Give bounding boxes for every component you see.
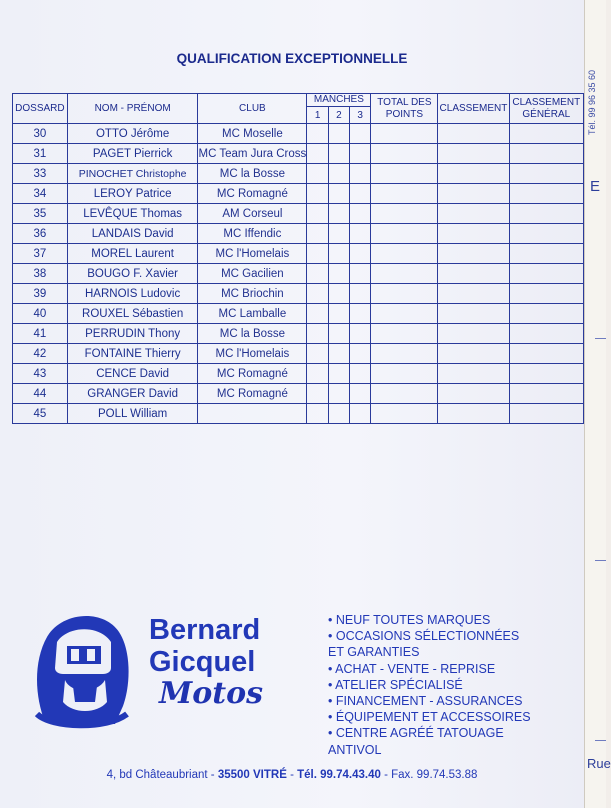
cell-total: [371, 184, 438, 204]
cell-manche-2: [328, 204, 349, 224]
cell-manche-1: [307, 164, 329, 184]
cell-manche-2: [328, 184, 349, 204]
cell-manche-1: [307, 304, 329, 324]
cell-classement: [438, 304, 509, 324]
cell-manche-2: [328, 244, 349, 264]
results-table: [12, 93, 584, 424]
cell-classement-general: [509, 384, 583, 404]
cell-total: [371, 204, 438, 224]
table-row: [13, 384, 584, 404]
cell-manche-1: [307, 384, 329, 404]
cell-classement-general: [509, 184, 583, 204]
edge-phone: Tél. 99 96 35 60: [587, 69, 597, 135]
adjacent-page-edge: [584, 0, 611, 808]
cell-dossard: 41: [13, 324, 68, 344]
advertisement: [15, 590, 581, 780]
cell-total: [371, 244, 438, 264]
cell-manche-2: [328, 404, 349, 424]
cell-total: [371, 364, 438, 384]
edge-divider: [595, 740, 606, 741]
cell-classement-general: [509, 284, 583, 304]
cell-manche-3: [349, 344, 371, 364]
cell-total: [371, 164, 438, 184]
cell-classement-general: [509, 244, 583, 264]
cell-dossard: 37: [13, 244, 68, 264]
cell-manche-1: [307, 184, 329, 204]
cell-manche-3: [349, 324, 371, 344]
table-row: [13, 224, 584, 244]
table-row: [13, 304, 584, 324]
cell-manche-2: [328, 124, 349, 144]
cell-classement-general: [509, 124, 583, 144]
cell-dossard: 39: [13, 284, 68, 304]
cell-manche-3: [349, 204, 371, 224]
cell-manche-2: [328, 384, 349, 404]
cell-club: [198, 404, 307, 424]
cell-manche-1: [307, 244, 329, 264]
cell-manche-3: [349, 284, 371, 304]
list-item: ET GARANTIES: [328, 645, 420, 660]
cell-total: [371, 124, 438, 144]
cell-total: [371, 344, 438, 364]
cell-classement: [438, 344, 509, 364]
cell-classement: [438, 164, 509, 184]
cell-nom: MOREL Laurent: [67, 244, 198, 264]
cell-manche-1: [307, 144, 329, 164]
cell-classement-general: [509, 344, 583, 364]
cell-nom: BOUGO F. Xavier: [67, 264, 198, 284]
header-manche-1: 1: [307, 107, 329, 124]
header-total: TOTAL DES POINTS: [371, 94, 438, 124]
cell-dossard: 43: [13, 364, 68, 384]
cell-nom: HARNOIS Ludovic: [67, 284, 198, 304]
cell-club: MC Romagné: [198, 384, 307, 404]
cell-manche-3: [349, 144, 371, 164]
header-nom: NOM - PRÉNOM: [67, 94, 198, 124]
cell-nom: PINOCHET Christophe: [67, 164, 198, 184]
header-classement: CLASSEMENT: [438, 94, 509, 124]
address-street: 4, bd Châteaubriant -: [106, 769, 218, 781]
cell-manche-1: [307, 364, 329, 384]
table-row: [13, 124, 584, 144]
cell-club: MC l'Homelais: [198, 244, 307, 264]
rider-helmet-icon: [27, 602, 137, 732]
cell-total: [371, 264, 438, 284]
header-manche-2: 2: [328, 107, 349, 124]
cell-manche-3: [349, 124, 371, 144]
cell-classement-general: [509, 224, 583, 244]
cell-dossard: 38: [13, 264, 68, 284]
list-item: ANTIVOL: [328, 742, 382, 757]
cell-manche-2: [328, 264, 349, 284]
cell-nom: PERRUDIN Thony: [67, 324, 198, 344]
cell-manche-3: [349, 304, 371, 324]
table-row: [13, 344, 584, 364]
cell-club: MC la Bosse: [198, 164, 307, 184]
cell-manche-3: [349, 184, 371, 204]
cell-manche-2: [328, 284, 349, 304]
cell-dossard: 33: [13, 164, 68, 184]
cell-dossard: 45: [13, 404, 68, 424]
cell-dossard: 34: [13, 184, 68, 204]
cell-manche-2: [328, 224, 349, 244]
cell-classement-general: [509, 404, 583, 424]
brand-line-2: Gicquel: [149, 646, 256, 678]
table-row: [13, 144, 584, 164]
cell-total: [371, 384, 438, 404]
cell-nom: FONTAINE Thierry: [67, 344, 198, 364]
cell-total: [371, 404, 438, 424]
cell-classement-general: [509, 264, 583, 284]
cell-classement: [438, 184, 509, 204]
cell-club: MC Briochin: [198, 284, 307, 304]
cell-classement: [438, 324, 509, 344]
cell-manche-3: [349, 264, 371, 284]
cell-classement: [438, 144, 509, 164]
edge-divider: [595, 560, 606, 561]
cell-nom: POLL William: [67, 404, 198, 424]
cell-total: [371, 224, 438, 244]
cell-manche-2: [328, 144, 349, 164]
cell-classement-general: [509, 164, 583, 184]
cell-nom: LEVÊQUE Thomas: [67, 204, 198, 224]
cell-club: MC Gacilien: [198, 264, 307, 284]
header-manche-3: 3: [349, 107, 371, 124]
edge-word: Rue: [587, 756, 611, 771]
cell-nom: OTTO Jérôme: [67, 124, 198, 144]
cell-club: MC la Bosse: [198, 324, 307, 344]
cell-manche-2: [328, 344, 349, 364]
cell-club: MC Romagné: [198, 184, 307, 204]
cell-dossard: 35: [13, 204, 68, 224]
brand-line-3: Motos: [159, 676, 263, 711]
cell-classement: [438, 364, 509, 384]
cell-club: MC Lamballe: [198, 304, 307, 324]
cell-nom: ROUXEL Sébastien: [67, 304, 198, 324]
cell-classement: [438, 384, 509, 404]
cell-manche-3: [349, 364, 371, 384]
list-item: • ACHAT - VENTE - REPRISE: [328, 661, 531, 677]
list-item: • CENTRE AGRÉÉ TATOUAGE: [328, 725, 531, 741]
cell-classement-general: [509, 144, 583, 164]
cell-nom: LEROY Patrice: [67, 184, 198, 204]
cell-classement: [438, 244, 509, 264]
cell-classement: [438, 224, 509, 244]
address-fax: - Fax. 99.74.53.88: [380, 769, 478, 781]
edge-letter: E: [590, 178, 601, 195]
cell-manche-1: [307, 264, 329, 284]
cell-classement-general: [509, 324, 583, 344]
cell-club: MC Moselle: [198, 124, 307, 144]
cell-dossard: 31: [13, 144, 68, 164]
cell-classement-general: [509, 364, 583, 384]
cell-dossard: 30: [13, 124, 68, 144]
cell-classement-general: [509, 204, 583, 224]
cell-nom: PAGET Pierrick: [67, 144, 198, 164]
address-phone: Tél. 99.74.43.40: [297, 769, 381, 781]
header-club: CLUB: [198, 94, 307, 124]
header-classement-general: CLASSEMENT GÉNÉRAL: [509, 94, 583, 124]
cell-manche-1: [307, 324, 329, 344]
address-separator: -: [286, 769, 298, 781]
cell-manche-1: [307, 204, 329, 224]
table-row: [13, 324, 584, 344]
cell-club: MC Team Jura Cross: [198, 144, 307, 164]
list-item: • ATELIER SPÉCIALISÉ: [328, 677, 531, 693]
cell-manche-3: [349, 164, 371, 184]
table-row: [13, 264, 584, 284]
header-manches: MANCHES: [307, 94, 371, 107]
edge-divider: [595, 338, 606, 339]
cell-dossard: 42: [13, 344, 68, 364]
list-item: • OCCASIONS SÉLECTIONNÉES: [328, 628, 531, 644]
list-item: • ÉQUIPEMENT ET ACCESSOIRES: [328, 709, 531, 725]
cell-manche-3: [349, 244, 371, 264]
cell-manche-3: [349, 224, 371, 244]
cell-manche-2: [328, 304, 349, 324]
cell-club: AM Corseul: [198, 204, 307, 224]
table-row: [13, 184, 584, 204]
cell-total: [371, 284, 438, 304]
table-row: [13, 284, 584, 304]
services-list: [328, 612, 531, 758]
cell-classement: [438, 404, 509, 424]
cell-classement: [438, 124, 509, 144]
cell-club: MC Iffendic: [198, 224, 307, 244]
cell-total: [371, 144, 438, 164]
cell-manche-2: [328, 324, 349, 344]
cell-manche-2: [328, 364, 349, 384]
cell-manche-2: [328, 164, 349, 184]
cell-nom: CENCE David: [67, 364, 198, 384]
table-row: [13, 204, 584, 224]
page-title: QUALIFICATION EXCEPTIONNELLE: [176, 51, 408, 66]
table-row: [13, 244, 584, 264]
list-item: • FINANCEMENT - ASSURANCES: [328, 693, 531, 709]
cell-dossard: 36: [13, 224, 68, 244]
address-city: 35500 VITRÉ: [217, 769, 287, 781]
brand-name: [149, 614, 263, 710]
cell-classement: [438, 204, 509, 224]
cell-manche-1: [307, 124, 329, 144]
cell-manche-3: [349, 404, 371, 424]
cell-manche-1: [307, 284, 329, 304]
cell-dossard: 44: [13, 384, 68, 404]
cell-nom: GRANGER David: [67, 384, 198, 404]
cell-manche-1: [307, 344, 329, 364]
list-item: • NEUF TOUTES MARQUES: [328, 612, 531, 628]
table-row: [13, 404, 584, 424]
table-row: [13, 164, 584, 184]
cell-total: [371, 324, 438, 344]
cell-club: MC l'Homelais: [198, 344, 307, 364]
cell-nom: LANDAIS David: [67, 224, 198, 244]
cell-manche-1: [307, 404, 329, 424]
cell-classement-general: [509, 304, 583, 324]
header-dossard: DOSSARD: [13, 94, 68, 124]
brand-line-1: Bernard: [149, 614, 261, 646]
cell-classement: [438, 264, 509, 284]
cell-classement: [438, 284, 509, 304]
cell-total: [371, 304, 438, 324]
cell-manche-1: [307, 224, 329, 244]
cell-club: MC Romagné: [198, 364, 307, 384]
footer-address: [0, 769, 584, 781]
cell-dossard: 40: [13, 304, 68, 324]
cell-manche-3: [349, 384, 371, 404]
table-row: [13, 364, 584, 384]
